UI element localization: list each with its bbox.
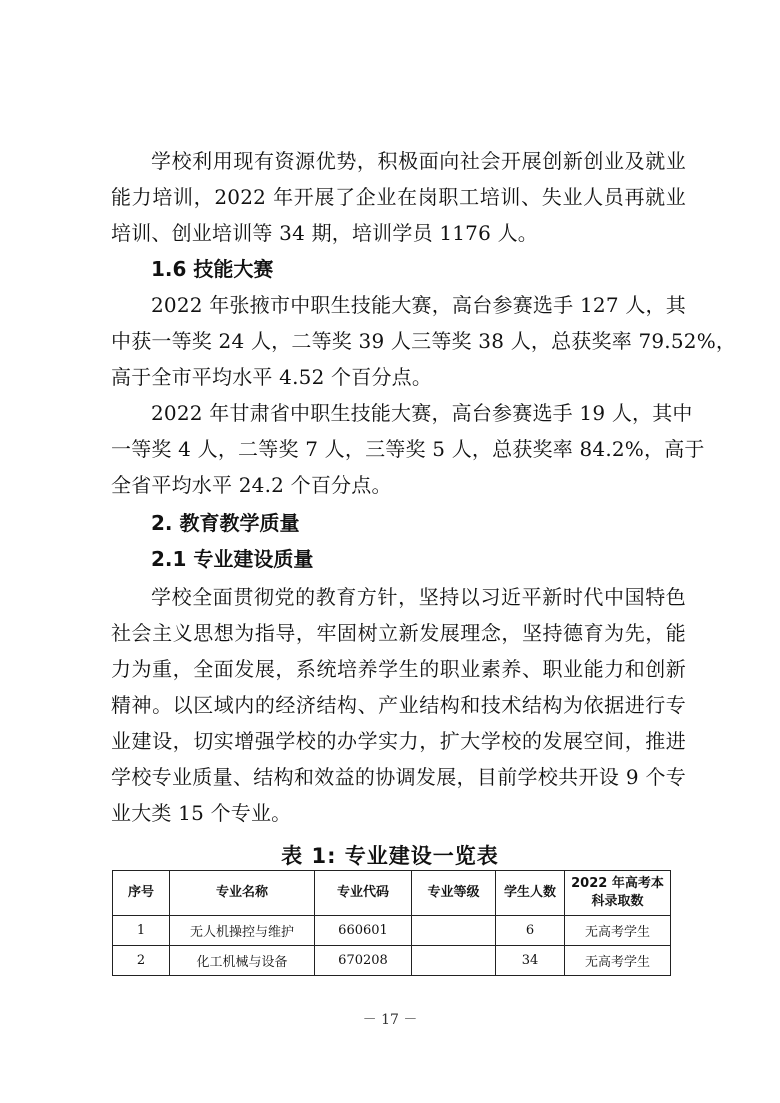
- header-major-code: 专业代码: [315, 871, 412, 916]
- paragraph-province-competition-line-2: 一等奖 4 人，二等奖 7 人，三等奖 5 人，总获奖率 84.2%，高于: [111, 437, 705, 461]
- cell-serial-number: 2: [113, 946, 170, 976]
- table-row: [113, 946, 671, 976]
- cell-major-level: [412, 916, 496, 946]
- paragraph-major-line-2: 社会主义思想为指导，牢固树立新发展理念，坚持德育为先，能: [111, 621, 686, 645]
- paragraph-major-line-6: 学校专业质量、结构和效益的协调发展，目前学校共开设 9 个专: [111, 765, 686, 789]
- paragraph-training-line-1: 学校利用现有资源优势，积极面向社会开展创新创业及就业: [151, 149, 686, 173]
- heading-major-construction: 2.1 专业建设质量: [151, 547, 314, 571]
- paragraph-major-line-1: 学校全面贯彻党的教育方针，坚持以习近平新时代中国特色: [151, 585, 686, 609]
- paragraph-training-line-2: 能力培训，2022 年开展了企业在岗职工培训、失业人员再就业: [111, 185, 686, 209]
- paragraph-major-line-3: 力为重，全面发展，系统培养学生的职业素养、职业能力和创新: [111, 657, 686, 681]
- paragraph-province-competition-line-1: 2022 年甘肃省中职生技能大赛，高台参赛选手 19 人，其中: [151, 401, 693, 425]
- cell-student-count: 6: [496, 916, 565, 946]
- paragraph-province-competition-line-3: 全省平均水平 24.2 个百分点。: [111, 473, 392, 497]
- paragraph-major-line-5: 业建设，切实增强学校的办学实力，扩大学校的发展空间，推进: [111, 729, 686, 753]
- cell-major-level: [412, 946, 496, 976]
- page-number: － 17 －: [362, 1012, 418, 1028]
- header-admission-count: 2022 年高考本科录取数: [565, 871, 671, 916]
- paragraph-city-competition-line-2: 中获一等奖 24 人，二等奖 39 人三等奖 38 人，总获奖率 79.52%，: [111, 329, 737, 353]
- cell-major-name: 化工机械与设备: [170, 946, 315, 976]
- heading-skills-competition: 1.6 技能大赛: [151, 257, 274, 281]
- cell-major-code: 670208: [315, 946, 412, 976]
- header-student-count: 学生人数: [496, 871, 565, 916]
- cell-major-name: 无人机操控与维护: [170, 916, 315, 946]
- table-caption: 表 1: 专业建设一览表: [281, 844, 499, 868]
- paragraph-major-line-7: 业大类 15 个专业。: [111, 801, 292, 825]
- paragraph-major-line-4: 精神。以区域内的经济结构、产业结构和技术结构为依据进行专: [111, 693, 686, 717]
- cell-admission-count: 无高考学生: [565, 916, 671, 946]
- paragraph-city-competition-line-1: 2022 年张掖市中职生技能大赛，高台参赛选手 127 人，其: [151, 293, 686, 317]
- cell-serial-number: 1: [113, 916, 170, 946]
- heading-teaching-quality: 2. 教育教学质量: [151, 511, 300, 535]
- major-table: [112, 870, 671, 976]
- cell-student-count: 34: [496, 946, 565, 976]
- header-major-name: 专业名称: [170, 871, 315, 916]
- header-serial-number: 序号: [113, 871, 170, 916]
- table-header-row: [113, 871, 671, 916]
- paragraph-city-competition-line-3: 高于全市平均水平 4.52 个百分点。: [111, 365, 433, 389]
- cell-admission-count: 无高考学生: [565, 946, 671, 976]
- header-major-level: 专业等级: [412, 871, 496, 916]
- paragraph-training-line-3: 培训、创业培训等 34 期，培训学员 1176 人。: [111, 221, 538, 245]
- cell-major-code: 660601: [315, 916, 412, 946]
- table-row: [113, 916, 671, 946]
